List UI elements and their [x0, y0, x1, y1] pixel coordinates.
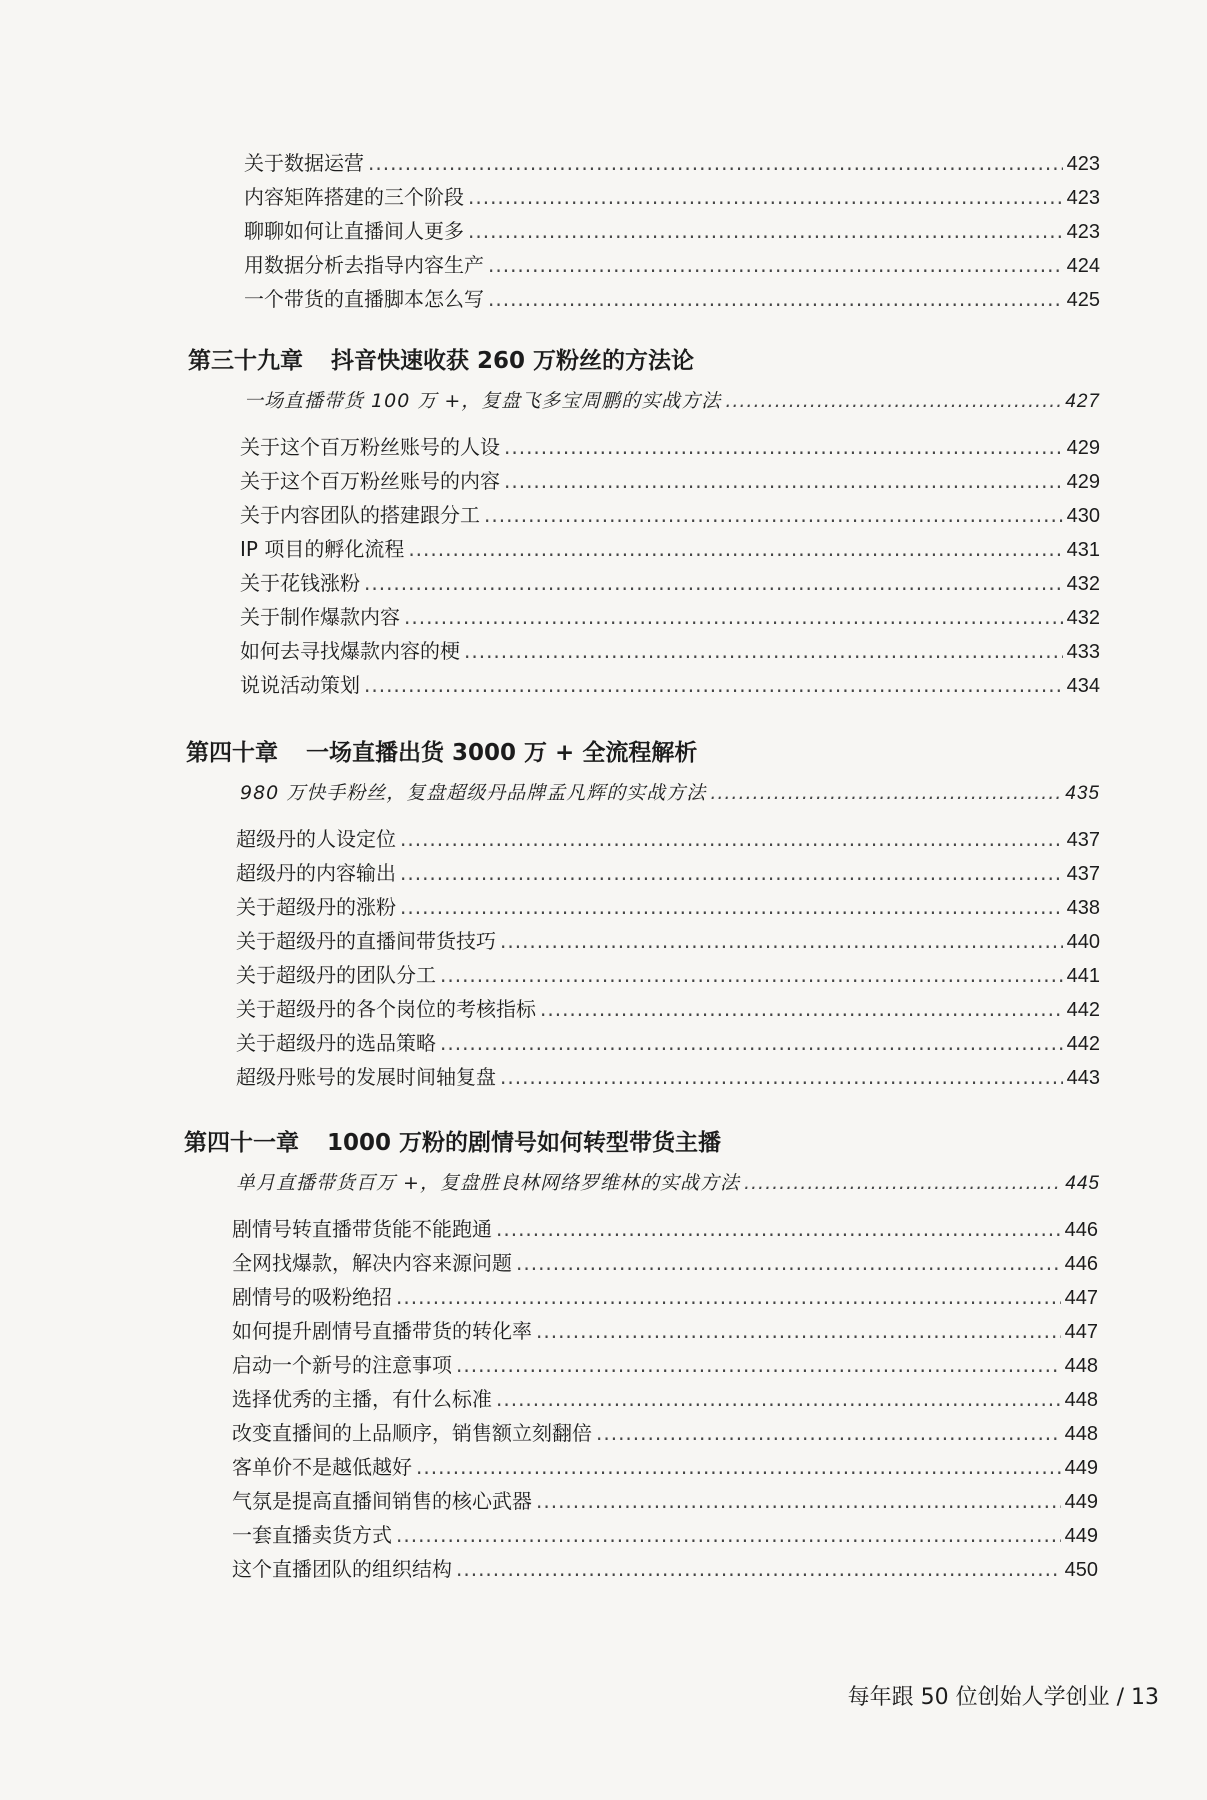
subtitle-page: 445 [1065, 1173, 1100, 1194]
toc-entry [232, 1348, 1098, 1382]
chapter-subtitle [240, 774, 1100, 812]
entry-title: 关于这个百万粉丝账号的人设 [240, 435, 500, 459]
toc-entry [236, 924, 1100, 958]
entry-title: 关于超级丹的团队分工 [236, 963, 436, 987]
subtitle-text: 980 万快手粉丝，复盘超级丹品牌孟凡辉的实战方法 [240, 782, 707, 804]
entry-page: 447 [1064, 1287, 1098, 1309]
toc-entry [240, 566, 1100, 600]
entry-title: IP 项目的孵化流程 [240, 537, 405, 561]
entry-page: 431 [1066, 539, 1100, 561]
chapter-heading [186, 736, 697, 770]
entry-page: 432 [1066, 573, 1100, 595]
dot-leader [540, 992, 1063, 1026]
dot-leader [536, 1484, 1061, 1518]
chapter-number: 第三十九章 [188, 348, 303, 374]
dot-leader [500, 1060, 1063, 1094]
entry-page: 423 [1066, 221, 1100, 243]
entry-title: 一个带货的直播脚本怎么写 [244, 287, 484, 311]
chapter-subtitle [244, 382, 1100, 420]
entry-title: 关于超级丹的直播间带货技巧 [236, 929, 496, 953]
dot-leader [500, 924, 1063, 958]
dot-leader [484, 498, 1063, 532]
toc-entry [244, 214, 1100, 248]
entry-title: 剧情号的吸粉绝招 [232, 1285, 392, 1309]
entry-title: 气氛是提高直播间销售的核心武器 [232, 1489, 532, 1513]
dot-leader [488, 248, 1063, 282]
entry-page: 437 [1066, 863, 1100, 885]
entry-title: 超级丹的内容输出 [236, 861, 396, 885]
entry-page: 433 [1066, 641, 1100, 663]
entry-page: 424 [1066, 255, 1100, 277]
chapter-subtitle-block [240, 774, 1100, 812]
entry-title: 剧情号转直播带货能不能跑通 [232, 1217, 492, 1241]
dot-leader [744, 1164, 1061, 1202]
toc-entry [232, 1518, 1098, 1552]
entry-title: 关于花钱涨粉 [240, 571, 360, 595]
entry-title: 关于超级丹的涨粉 [236, 895, 396, 919]
dot-leader [504, 430, 1063, 464]
dot-leader [440, 1026, 1063, 1060]
dot-leader [596, 1416, 1061, 1450]
toc-entry [240, 668, 1100, 702]
toc-entry [240, 532, 1100, 566]
subtitle-text: 一场直播带货 100 万 +，复盘飞多宝周鹏的实战方法 [244, 390, 722, 412]
dot-leader [468, 214, 1063, 248]
dot-leader [400, 856, 1063, 890]
entry-title: 关于超级丹的各个岗位的考核指标 [236, 997, 536, 1021]
toc-entry [236, 822, 1100, 856]
dot-leader [368, 146, 1063, 180]
toc-entry [240, 600, 1100, 634]
toc-entry [232, 1450, 1098, 1484]
chapter-title: 1000 万粉的剧情号如何转型带货主播 [327, 1130, 722, 1156]
entry-page: 441 [1066, 965, 1100, 987]
toc-entry [232, 1314, 1098, 1348]
dot-leader [396, 1280, 1061, 1314]
entry-page: 446 [1064, 1219, 1098, 1241]
entry-page: 448 [1064, 1355, 1098, 1377]
entry-page: 449 [1064, 1457, 1098, 1479]
page-footer: 每年跟 50 位创始人学创业 / 13 [847, 1685, 1159, 1710]
toc-entry [236, 992, 1100, 1026]
entry-title: 说说活动策划 [240, 673, 360, 697]
entry-page: 446 [1064, 1253, 1098, 1275]
entry-page: 429 [1066, 471, 1100, 493]
entry-title: 改变直播间的上品顺序，销售额立刻翻倍 [232, 1421, 592, 1445]
entry-page: 448 [1064, 1389, 1098, 1411]
entry-title: 选择优秀的主播，有什么标准 [232, 1387, 492, 1411]
entry-page: 443 [1066, 1067, 1100, 1089]
entry-page: 423 [1066, 187, 1100, 209]
dot-leader [408, 532, 1062, 566]
toc-entry [232, 1484, 1098, 1518]
entry-title: 超级丹的人设定位 [236, 827, 396, 851]
entry-title: 聊聊如何让直播间人更多 [244, 219, 464, 243]
dot-leader [364, 566, 1063, 600]
entry-page: 448 [1064, 1423, 1098, 1445]
toc-entry [232, 1280, 1098, 1314]
chapter-heading [188, 344, 694, 378]
dot-leader [456, 1552, 1061, 1586]
dot-leader [404, 600, 1063, 634]
subtitle-page: 435 [1065, 783, 1100, 804]
chapter-title: 一场直播出货 3000 万 + 全流程解析 [306, 740, 698, 766]
dot-leader [468, 180, 1063, 214]
entry-page: 447 [1064, 1321, 1098, 1343]
chapter-entries [232, 1212, 1098, 1586]
entry-title: 内容矩阵搭建的三个阶段 [244, 185, 464, 209]
entry-title: 关于超级丹的选品策略 [236, 1031, 436, 1055]
entry-title: 关于制作爆款内容 [240, 605, 400, 629]
entry-title: 如何去寻找爆款内容的梗 [240, 639, 460, 663]
dot-leader [396, 1518, 1061, 1552]
entry-page: 432 [1066, 607, 1100, 629]
entry-title: 关于这个百万粉丝账号的内容 [240, 469, 500, 493]
toc-entry [232, 1212, 1098, 1246]
chapter-subtitle-block [236, 1164, 1100, 1202]
toc-entry [244, 282, 1100, 316]
toc-entry [236, 856, 1100, 890]
dot-leader [364, 668, 1063, 702]
toc-entry [240, 634, 1100, 668]
toc-entry [232, 1246, 1098, 1280]
dot-leader [496, 1382, 1061, 1416]
toc-entry [240, 430, 1100, 464]
toc-entry [240, 464, 1100, 498]
subtitle-page: 427 [1065, 391, 1100, 412]
toc-entry [232, 1416, 1098, 1450]
entry-title: 启动一个新号的注意事项 [232, 1353, 452, 1377]
toc-entry [236, 958, 1100, 992]
toc-entry [240, 498, 1100, 532]
dot-leader [725, 382, 1061, 420]
toc-entry [244, 180, 1100, 214]
dot-leader [440, 958, 1063, 992]
chapter-entries [240, 430, 1100, 702]
toc-entry [236, 890, 1100, 924]
dot-leader [464, 634, 1063, 668]
toc-entry [236, 1026, 1100, 1060]
entry-page: 423 [1066, 153, 1100, 175]
toc-entry [244, 248, 1100, 282]
chapter-title: 抖音快速收获 260 万粉丝的方法论 [331, 348, 695, 374]
entry-page: 442 [1066, 999, 1100, 1021]
dot-leader [488, 282, 1063, 316]
chapter-subtitle [236, 1164, 1100, 1202]
toc-entry [236, 1060, 1100, 1094]
entry-title: 超级丹账号的发展时间轴复盘 [236, 1065, 496, 1089]
dot-leader [710, 774, 1061, 812]
chapter-heading [184, 1126, 721, 1160]
toc-entry [232, 1552, 1098, 1586]
dot-leader [416, 1450, 1061, 1484]
dot-leader [400, 890, 1063, 924]
entry-title: 关于数据运营 [244, 151, 364, 175]
entry-title: 一套直播卖货方式 [232, 1523, 392, 1547]
chapter-number: 第四十一章 [184, 1130, 299, 1156]
entry-page: 442 [1066, 1033, 1100, 1055]
entry-page: 440 [1066, 931, 1100, 953]
dot-leader [496, 1212, 1061, 1246]
entry-title: 如何提升剧情号直播带货的转化率 [232, 1319, 532, 1343]
dot-leader [456, 1348, 1061, 1382]
entry-title: 全网找爆款，解决内容来源问题 [232, 1251, 512, 1275]
entry-title: 用数据分析去指导内容生产 [244, 253, 484, 277]
entry-page: 425 [1066, 289, 1100, 311]
chapter-subtitle-block [244, 382, 1100, 420]
toc-entry [232, 1382, 1098, 1416]
chapter-entries [236, 822, 1100, 1094]
entry-page: 430 [1066, 505, 1100, 527]
entry-page: 450 [1064, 1559, 1098, 1581]
entry-title: 关于内容团队的搭建跟分工 [240, 503, 480, 527]
entry-page: 438 [1066, 897, 1100, 919]
entry-page: 449 [1064, 1525, 1098, 1547]
entry-title: 这个直播团队的组织结构 [232, 1557, 452, 1581]
dot-leader [504, 464, 1063, 498]
dot-leader [400, 822, 1063, 856]
entry-page: 429 [1066, 437, 1100, 459]
chapter-number: 第四十章 [186, 740, 278, 766]
toc-entry [244, 146, 1100, 180]
entry-page: 449 [1064, 1491, 1098, 1513]
dot-leader [536, 1314, 1061, 1348]
entry-title: 客单价不是越低越好 [232, 1455, 412, 1479]
subtitle-text: 单月直播带货百万 +，复盘胜良林网络罗维林的实战方法 [236, 1172, 740, 1194]
toc-top-entries [244, 146, 1100, 316]
entry-page: 434 [1066, 675, 1100, 697]
entry-page: 437 [1066, 829, 1100, 851]
dot-leader [516, 1246, 1061, 1280]
